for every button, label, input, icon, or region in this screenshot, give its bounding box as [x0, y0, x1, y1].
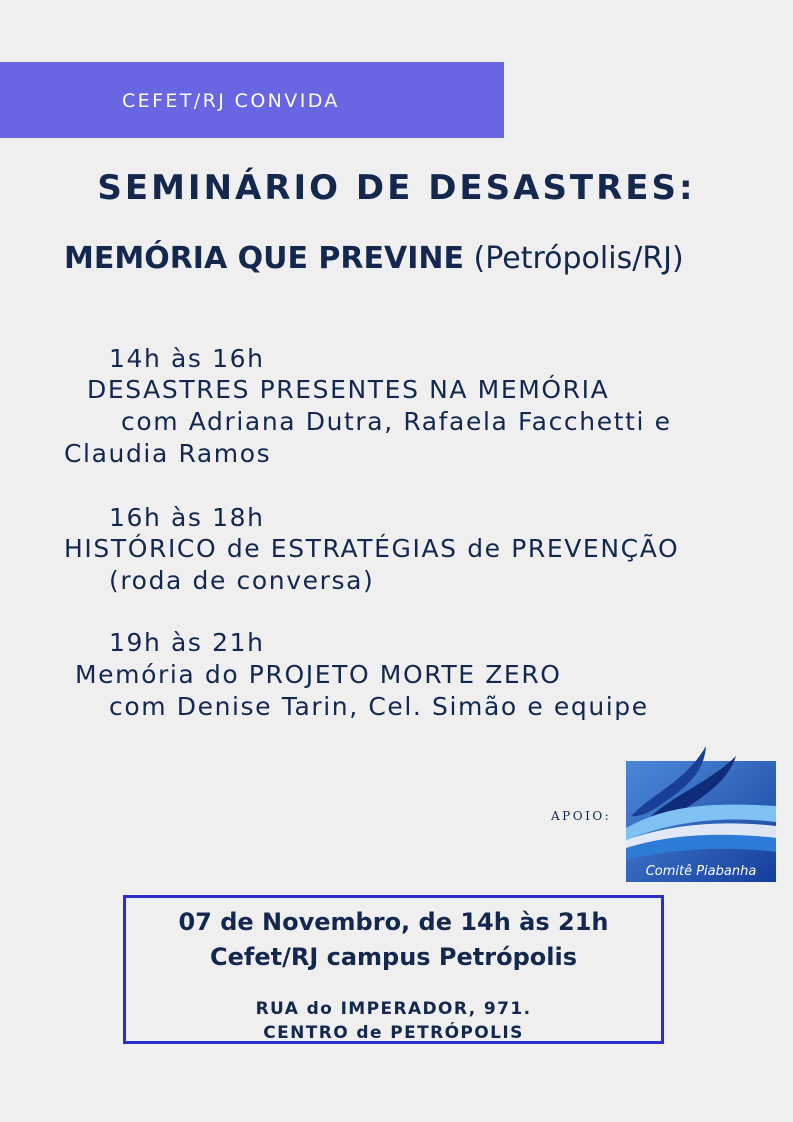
event-info-box	[123, 895, 664, 1044]
subtitle-bold: MEMÓRIA QUE PREVINE	[64, 241, 464, 276]
session-1-title: DESASTRES PRESENTES NA MEMÓRIA	[87, 375, 610, 404]
session-3-title: Memória do PROJETO MORTE ZERO	[75, 660, 562, 689]
header-banner	[0, 62, 504, 138]
session-2-time: 16h às 18h	[109, 503, 265, 532]
event-campus: Cefet/RJ campus Petrópolis	[209, 943, 578, 971]
event-address-street: RUA do IMPERADOR, 971.	[255, 999, 532, 1019]
event-address-district: CENTRO de PETRÓPOLIS	[263, 1023, 524, 1043]
banner-text: CEFET/RJ CONVIDA	[122, 90, 340, 112]
session-3-time: 19h às 21h	[109, 628, 265, 657]
page-title: SEMINÁRIO DE DESASTRES:	[97, 168, 696, 208]
session-1-speakers-cont: Claudia Ramos	[64, 439, 272, 468]
session-2-format: (roda de conversa)	[109, 566, 375, 595]
comite-piabanha-logo	[626, 736, 776, 882]
logo-text: Comitê Piabanha	[645, 864, 757, 879]
page-subtitle	[64, 238, 684, 280]
session-3-speakers: com Denise Tarin, Cel. Simão e equipe	[109, 692, 649, 721]
session-1-time: 14h às 16h	[109, 344, 265, 373]
subtitle-location: (Petrópolis/RJ)	[464, 241, 684, 276]
support-label: APOIO:	[551, 809, 612, 823]
session-1-speakers: com Adriana Dutra, Rafaela Facchetti e	[121, 407, 672, 436]
event-date: 07 de Novembro, de 14h às 21h	[178, 908, 609, 936]
session-2-title: HISTÓRICO de ESTRATÉGIAS de PREVENÇÃO	[64, 534, 680, 563]
